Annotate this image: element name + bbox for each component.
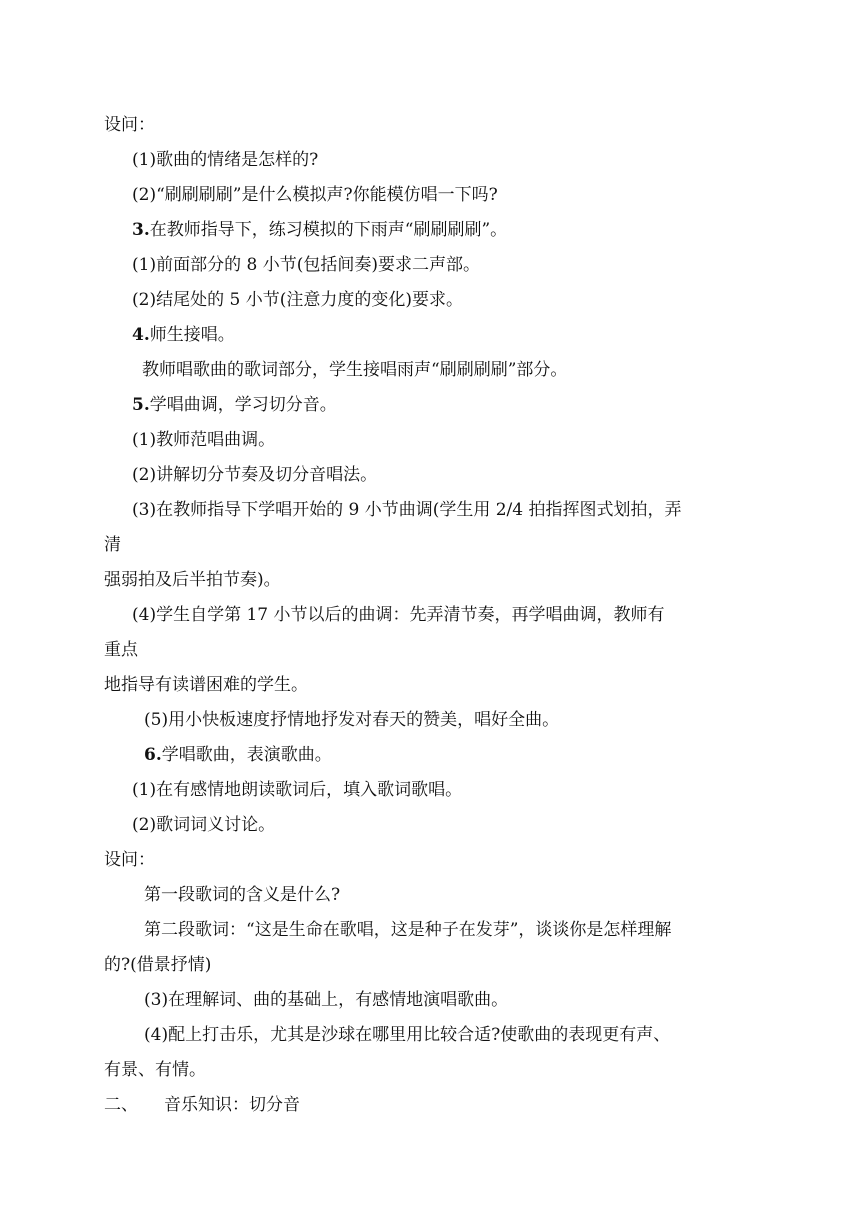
step-number: 5. bbox=[132, 395, 150, 415]
step-5-item-3-cont: 强弱拍及后半拍节奏)。 bbox=[104, 570, 281, 590]
step-6-item-1: (1)在有感情地朗读歌词后，填入歌词歌唱。 bbox=[132, 780, 463, 800]
step-6-item-4-cont: 有景、有情。 bbox=[104, 1060, 206, 1080]
step-6-item-4: (4)配上打击乐，尤其是沙球在哪里用比较合适?使歌曲的表现更有声、 bbox=[144, 1025, 671, 1045]
step-number: 4. bbox=[132, 325, 150, 345]
step-5-item-1: (1)教师范唱曲调。 bbox=[132, 430, 276, 450]
step-6 bbox=[144, 744, 332, 766]
step-number: 3. bbox=[132, 220, 150, 240]
step-text: 在教师指导下，练习模拟的下雨声“刷刷刷刷”。 bbox=[149, 220, 508, 240]
section-title: 音乐知识：切分音 bbox=[164, 1095, 300, 1115]
step-3-item-2: (2)结尾处的 5 小节(注意力度的变化)要求。 bbox=[132, 290, 463, 310]
question-2: (2)“刷刷刷刷”是什么模拟声?你能模仿唱一下吗? bbox=[132, 185, 498, 205]
step-text: 学唱歌曲，表演歌曲。 bbox=[161, 745, 332, 765]
question-1: (1)歌曲的情绪是怎样的? bbox=[132, 150, 319, 170]
step-text: 学唱曲调，学习切分音。 bbox=[149, 395, 337, 415]
question-label: 设问： bbox=[104, 115, 155, 135]
step-5-item-4-cont: 地指导有读谱困难的学生。 bbox=[104, 675, 308, 695]
step-4-text: 教师唱歌曲的歌词部分，学生接唱雨声“刷刷刷刷”部分。 bbox=[142, 360, 568, 380]
step-3-item-1: (1)前面部分的 8 小节(包括间奏)要求二声部。 bbox=[132, 255, 480, 275]
step-5-item-4: (4)学生自学第 17 小节以后的曲调：先弄清节奏，再学唱曲调，教师有 bbox=[132, 605, 665, 625]
section-number: 二、 bbox=[104, 1095, 138, 1115]
step-6-item-3: (3)在理解词、曲的基础上，有感情地演唱歌曲。 bbox=[144, 990, 509, 1010]
step-number: 6. bbox=[144, 745, 162, 765]
step-4 bbox=[132, 324, 235, 346]
step-5-item-5: (5)用小快板速度抒情地抒发对春天的赞美，唱好全曲。 bbox=[144, 710, 560, 730]
step-5-item-2: (2)讲解切分节奏及切分音唱法。 bbox=[132, 465, 378, 485]
step-5-item-3-wrap: 清 bbox=[104, 535, 121, 555]
question-verse-1: 第一段歌词的含义是什么? bbox=[144, 885, 341, 905]
step-5 bbox=[132, 394, 337, 416]
step-5-item-4-wrap: 重点 bbox=[104, 640, 138, 660]
question-label-2: 设问： bbox=[104, 850, 155, 870]
step-6-item-2: (2)歌词词义讨论。 bbox=[132, 815, 276, 835]
step-5-item-3: (3)在教师指导下学唱开始的 9 小节曲调(学生用 2/4 拍指挥图式划拍，弄 bbox=[132, 500, 682, 520]
question-verse-2-cont: 的?(借景抒情) bbox=[104, 955, 212, 975]
step-3 bbox=[132, 219, 507, 241]
step-text: 师生接唱。 bbox=[149, 325, 235, 345]
question-verse-2: 第二段歌词：“这是生命在歌唱，这是种子在发芽”，谈谈你是怎样理解 bbox=[144, 920, 672, 940]
